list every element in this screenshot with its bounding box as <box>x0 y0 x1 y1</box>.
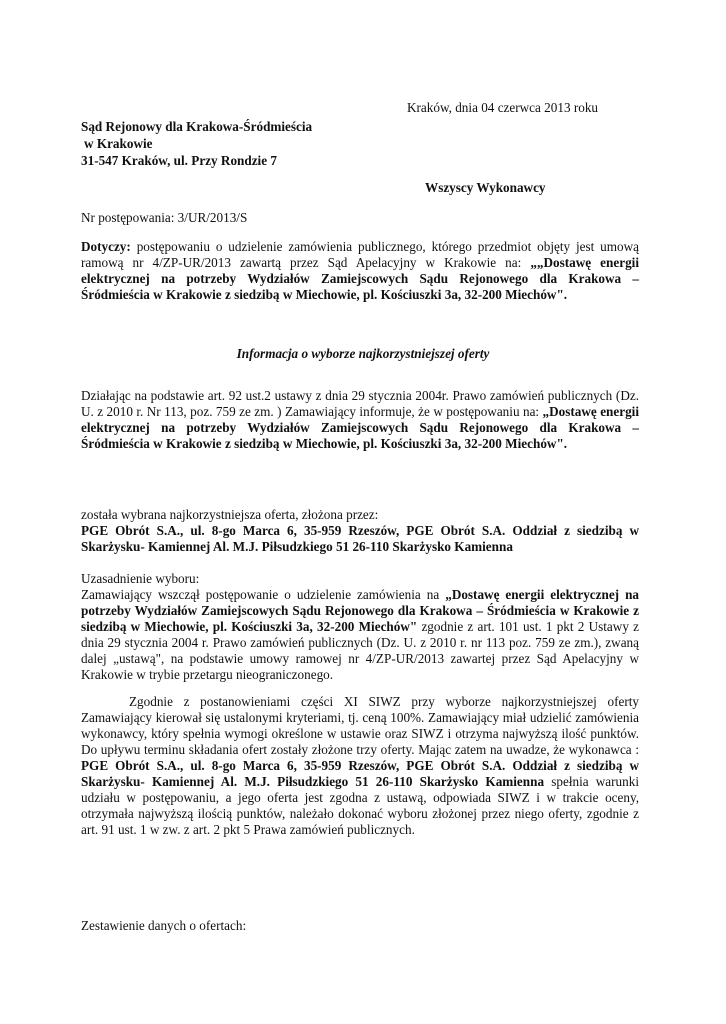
paragraph-legal-basis <box>81 388 639 452</box>
justification-title: „Dostawę energii elektrycznej na potrzeby Wydziałów Zamiejscowych Sądu Rejonowego dla Krakowa – Śródmieścia w Krakowie z siedzibą w Miechowie, pl. Kościuszki 3a, 32-200 Miechów" <box>81 587 639 634</box>
recipients: Wszyscy Wykonawcy <box>425 180 546 195</box>
selected-offer-intro: została wybrana najkorzystniejsza oferta, złożona przez: <box>81 507 379 522</box>
justification-text-b: zgodnie z art. 101 ust. 1 pkt 2 Ustawy z dnia 29 stycznia 2004 r. Prawo zamówień publicznych (Dz. U. z 2010 r. nr 113 poz. 759 ze zm.), zwaną dalej „ustawą", na podstawie umowy ramowej nr 4/ZP-UR/2013 zawartej przez Sąd Apelacyjny w Krakowie w trybie przetargu nieograniczonego. <box>81 619 639 682</box>
document-heading: Informacja o wyborze najkorzystniejszej oferty <box>236 346 490 361</box>
justification-text-a: Zamawiający wszczął postępowanie o udzielenie zamówienia na <box>81 587 440 602</box>
legal-basis-title: „Dostawę energii elektrycznej na potrzeby Wydziałów Zamiejscowych Sądu Rejonowego dla Krakowa – Śródmieścia w Krakowie z siedzibą w Miechowie, pl. Kościuszki 3a, 32-200 Miechów". <box>81 404 640 451</box>
summary-heading: Zestawienie danych o ofertach: <box>81 918 247 933</box>
court-name: Sąd Rejonowy dla Krakowa-Śródmieścia <box>81 119 313 134</box>
evaluation-text-b: spełnia warunki udziału w postępowaniu, a jego oferta jest zgodna z ustawą, odpowiada SIWZ i w trakcie oceny, otrzymała najwyższą ilością punktów, należało dokonać wyboru złożonej przez niego oferty, zgodnie z art. 91 ust. 1 w zw. z art. 2 pkt 5 Prawa zamówień publicznych. <box>81 774 639 837</box>
paragraph-evaluation <box>81 694 639 838</box>
subject-label: Dotyczy: <box>81 239 131 254</box>
subject-paragraph <box>81 239 639 303</box>
sender-address <box>81 118 312 169</box>
paragraph-justification <box>81 571 639 683</box>
legal-basis-text: Działając na podstawie art. 92 ust.2 ustawy z dnia 29 stycznia 2004r. Prawo zamówień publicznych (Dz. U. z 2010 r. Nr 113, poz. 759 ze zm. ) Zamawiający informuje, że w postępowaniu na: <box>81 388 639 419</box>
court-city: w Krakowie <box>84 136 153 151</box>
court-street-address: 31-547 Kraków, ul. Przy Rondzie 7 <box>81 153 277 168</box>
evaluation-offeror: PGE Obrót S.A., ul. 8-go Marca 6, 35-959 Rzeszów, PGE Obrót S.A. Oddział z siedzibą w Skarżysku- Kamiennej Al. M.J. Piłsudzkiego 51 26-110 Skarżysko Kamienna <box>81 758 639 789</box>
evaluation-text-a: Zgodnie z postanowieniami części XI SIWZ przy wyborze najkorzystniejszej oferty Zamawiający kierował się ustalonymi kryteriami, tj. ceną 100%. Zamawiający miał udzielić zamówienia wykonawcy, który spełnia wymogi określone w ustawie oraz SIWZ i otrzyma najwyższą ilość punktów. Do upływu terminu składania ofert zostały złożone trzy oferty. Mając zatem na uwadze, że wykonawca : <box>81 694 639 757</box>
case-number: Nr postępowania: 3/UR/2013/S <box>81 210 248 225</box>
subject-text: postępowaniu o udzielenie zamówienia publicznego, którego przedmiot objęty jest umową ramową nr 4/ZP-UR/2013 zawartą przez Sąd Apelacyjny w Krakowie na: <box>81 239 639 270</box>
subject-title: „„Dostawę energii elektrycznej na potrzeby Wydziałów Zamiejscowych Sądu Rejonowego dla Krakowa – Śródmieścia w Krakowie z siedzibą w Miechowie, pl. Kościuszki 3a, 32-200 Miechów". <box>81 255 639 302</box>
selected-offeror: PGE Obrót S.A., ul. 8-go Marca 6, 35-959 Rzeszów, PGE Obrót S.A. Oddział z siedzibą w Skarżysku- Kamiennej Al. M.J. Piłsudzkiego 51 26-110 Skarżysko Kamienna <box>81 523 639 554</box>
date-line: Kraków, dnia 04 czerwca 2013 roku <box>407 100 599 115</box>
paragraph-selected-offer <box>81 507 639 555</box>
justification-heading: Uzasadnienie wyboru: <box>81 571 200 586</box>
